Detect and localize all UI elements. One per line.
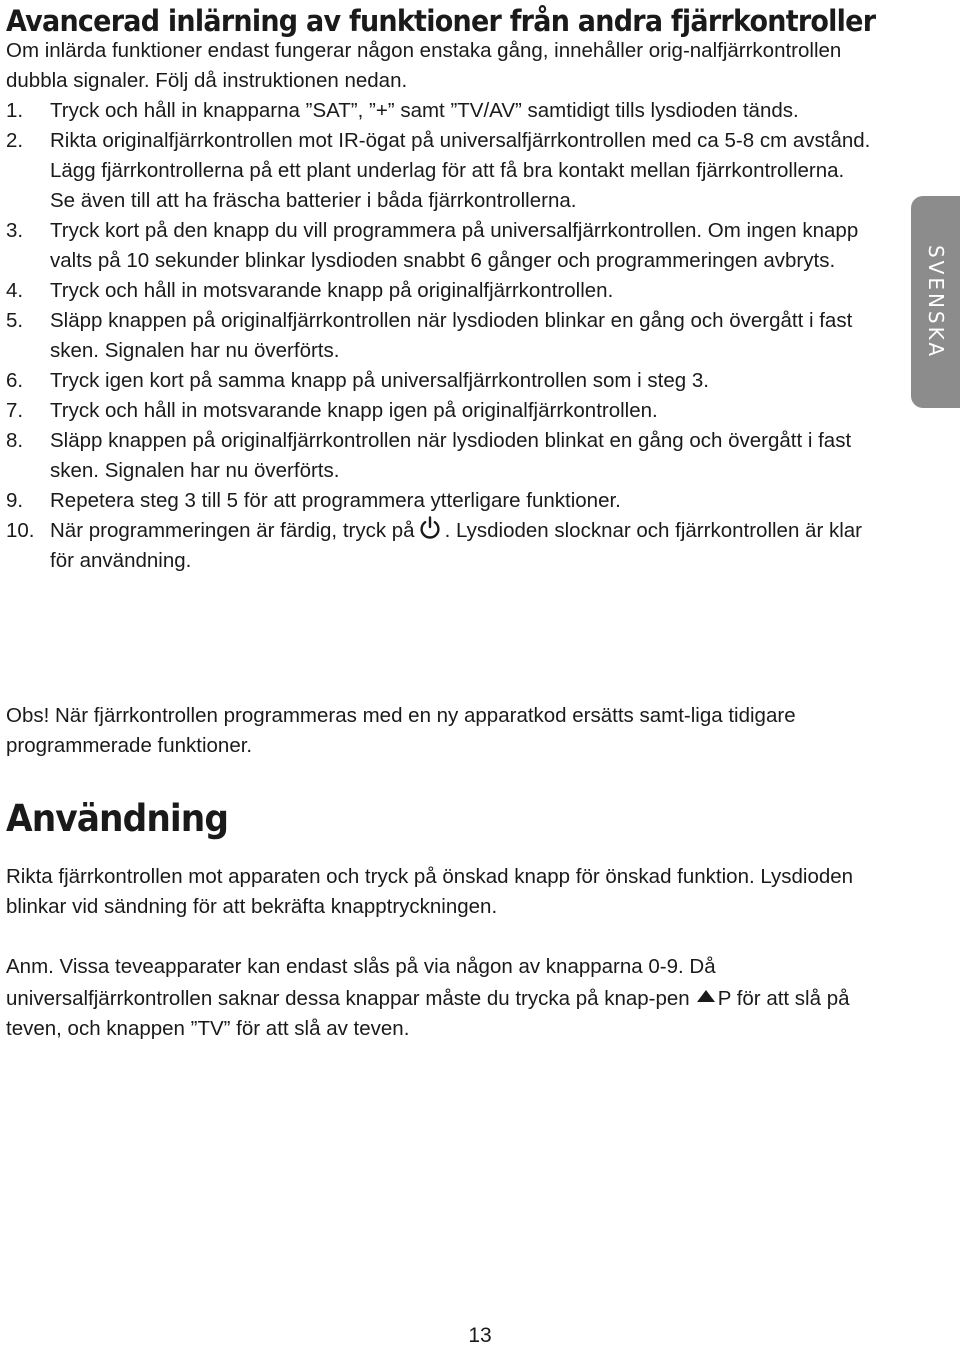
power-icon	[417, 516, 443, 540]
step-text-before-icon: När programmeringen är färdig, tryck på	[50, 519, 415, 542]
step-number: 10.	[6, 519, 35, 542]
step-text: Tryck och håll in motsvarande knapp igen på originalfjärrkontrollen.	[50, 399, 658, 422]
section-title-advanced-learning: Avancerad inlärning av funktioner från andra fjärrkontroller	[6, 4, 876, 38]
step-number: 2.	[6, 129, 24, 152]
step-text	[50, 516, 886, 576]
step-7	[6, 396, 886, 426]
note-text-before-icon: Anm. Vissa teveapparater kan endast slås på via någon av knapparna 0-9. Då universalfjärrkontrollen saknar dessa knappar måste du trycka på knap-pen	[6, 955, 716, 1010]
step-text: Tryck och håll in motsvarande knapp på originalfjärrkontrollen.	[50, 279, 614, 302]
language-label: SVENSKA	[923, 244, 948, 360]
intro-paragraph: Om inlärda funktioner endast fungerar någon enstaka gång, innehåller orig-nalfjärrkontrollen dubbla signaler. Följ då instruktionen nedan.	[6, 39, 842, 92]
step-text: Släpp knappen på originalfjärrkontrollen när lysdioden blinkar en gång och övergått i fast sken. Signalen har nu överförts.	[50, 309, 853, 362]
language-side-tab	[911, 196, 960, 408]
step-number: 6.	[6, 369, 24, 392]
step-number: 7.	[6, 399, 24, 422]
step-number: 5.	[6, 309, 24, 332]
step-text: Tryck igen kort på samma knapp på universalfjärrkontrollen som i steg 3.	[50, 369, 709, 392]
step-number: 1.	[6, 99, 24, 122]
step-text: Tryck och håll in knapparna ”SAT”, ”+” samt ”TV/AV” samtidigt tills lysdioden tänds.	[50, 99, 799, 122]
step-9	[6, 486, 886, 516]
step-1	[6, 96, 886, 126]
step-number: 8.	[6, 429, 24, 452]
step-3	[6, 216, 886, 276]
instruction-steps	[6, 96, 886, 576]
step-number: 4.	[6, 279, 24, 302]
section-title-usage: Användning	[6, 797, 229, 840]
step-text: Rikta originalfjärrkontrollen mot IR-ögat på universalfjärrkontrollen med ca 5-8 cm avstånd. Lägg fjärrkontrollerna på ett plant underlag för att få bra kontakt mellan fjärrkontrollerna.	[50, 129, 871, 182]
step-10	[6, 516, 886, 576]
step-6	[6, 366, 886, 396]
note-paragraph	[6, 952, 856, 1044]
step-text: Tryck kort på den knapp du vill programmera på universalfjärrkontrollen. Om ingen knapp valts på 10 sekunder blinkar lysdioden snabbt 6 gånger och programmeringen avbryts.	[50, 219, 859, 272]
step-text-extra: Se även till att ha fräscha batterier i båda fjärrkontrollerna.	[50, 189, 577, 212]
step-number: 9.	[6, 489, 24, 512]
page-number: 13	[468, 1324, 492, 1347]
triangle-up-icon	[696, 982, 716, 996]
step-text: Släpp knappen på originalfjärrkontrollen när lysdioden blinkat en gång och övergått i fast sken. Signalen har nu överförts.	[50, 429, 852, 482]
step-8	[6, 426, 886, 486]
step-number: 3.	[6, 219, 24, 242]
step-4	[6, 276, 886, 306]
usage-paragraph: Rikta fjärrkontrollen mot apparaten och tryck på önskad knapp för önskad funktion. Lysdioden blinkar vid sändning för att bekräfta knapptryckningen.	[6, 865, 854, 918]
step-text: Repetera steg 3 till 5 för att programmera ytterligare funktioner.	[50, 489, 621, 512]
step-2	[6, 126, 886, 216]
obs-note: Obs! När fjärrkontrollen programmeras med en ny apparatkod ersätts samt-liga tidigare programmerade funktioner.	[6, 704, 796, 757]
step-text-after-icon: . Lysdioden slocknar och fjärrkontrollen är klar för användning.	[50, 519, 863, 572]
step-5	[6, 306, 886, 366]
note-text-after-icon: P för att slå på teven, och knappen ”TV” för att slå av teven.	[6, 987, 850, 1040]
